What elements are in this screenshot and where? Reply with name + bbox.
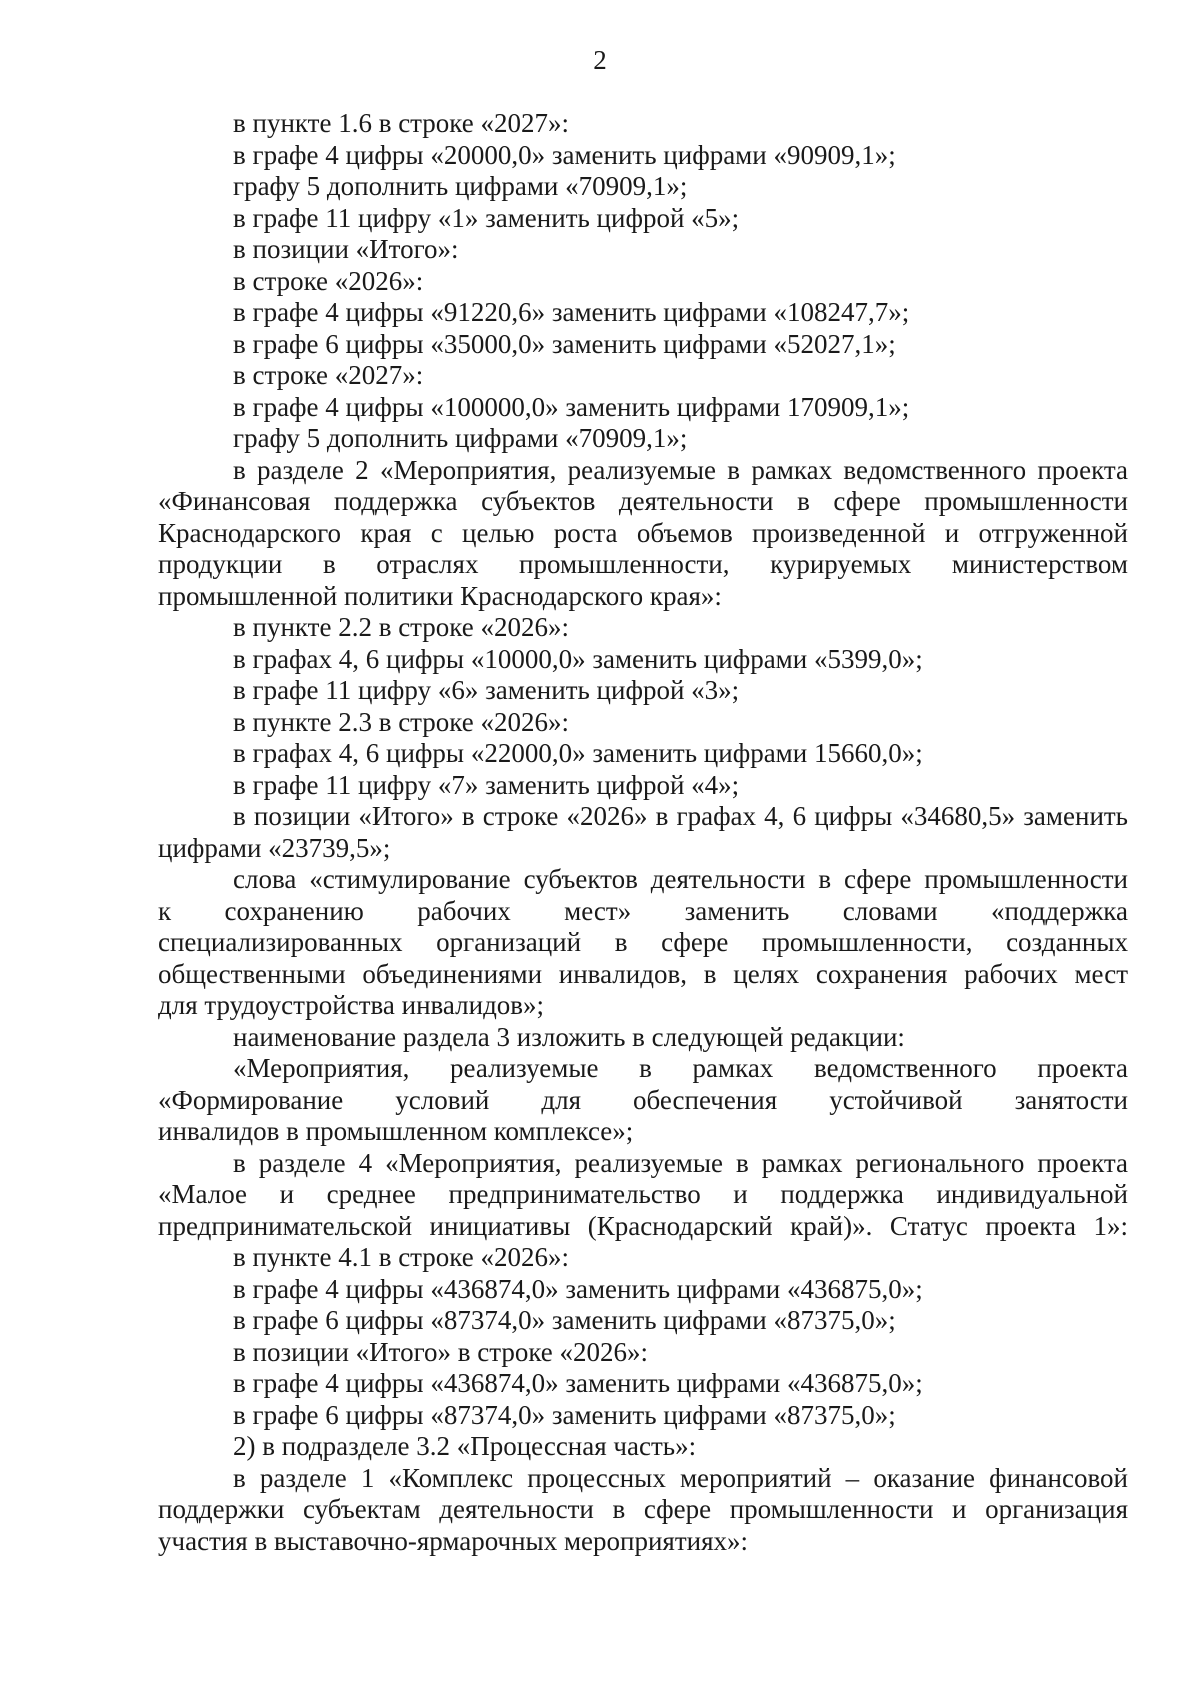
text-line: графу 5 дополнить цифрами «70909,1»;	[233, 171, 688, 201]
text-line: 2) в подразделе 3.2 «Процессная часть»:	[233, 1431, 697, 1461]
text-line: графу 5 дополнить цифрами «70909,1»;	[233, 423, 688, 453]
text-line: в графах 4, 6 цифры «10000,0» заменить цифрами «5399,0»;	[233, 643, 923, 674]
text-line: в графе 4 цифры «436874,0» заменить цифрами «436875,0»;	[233, 1368, 923, 1398]
text-line: в строке «2026»:	[233, 265, 424, 296]
text-line: в графе 6 цифры «87374,0» заменить цифрами «87375,0»;	[233, 1305, 896, 1335]
text-line: в графе 11 цифру «1» заменить цифрой «5»;	[233, 202, 740, 233]
text-line: в графе 6 цифры «35000,0» заменить цифрами «52027,1»;	[233, 328, 896, 359]
text-line: в позиции «Итого» в строке «2026»:	[233, 1336, 649, 1367]
text-line: в строке «2027»:	[233, 360, 424, 390]
text-line: «Малое и среднее предпринимательство и поддержка индивидуальной	[158, 1179, 1128, 1209]
text-line: продукции в отраслях промышленности, курируемых министерством	[158, 549, 1128, 579]
text-line: в графе 6 цифры «87374,0» заменить цифрами «87375,0»;	[233, 1399, 896, 1430]
text-line: в графах 4, 6 цифры «22000,0» заменить цифрами 15660,0»;	[233, 738, 923, 768]
text-line: в пункте 2.3 в строке «2026»:	[233, 706, 569, 737]
text-line: в графе 11 цифру «7» заменить цифрой «4»;	[233, 769, 740, 800]
text-line: в графе 4 цифры «100000,0» заменить цифрами 170909,1»;	[233, 391, 910, 422]
text-line: в позиции «Итого»:	[233, 234, 459, 264]
page-number: 2	[593, 45, 607, 75]
text-line: в пункте 1.6 в строке «2027»:	[233, 108, 569, 138]
text-line: «Формирование условий для обеспечения устойчивой занятости	[158, 1084, 1128, 1115]
text-line: слова «стимулирование субъектов деятельности в сфере промышленности	[233, 864, 1128, 894]
text-line: в графе 4 цифры «20000,0» заменить цифрами «90909,1»;	[233, 139, 896, 170]
text-line: к сохранению рабочих мест» заменить словами «поддержка	[158, 895, 1128, 926]
text-line: специализированных организаций в сфере промышленности, созданных	[158, 927, 1128, 957]
text-line: в пункте 2.2 в строке «2026»:	[233, 612, 569, 642]
text-line: наименование раздела 3 изложить в следующей редакции:	[233, 1021, 905, 1052]
text-line: предпринимательской инициативы (Краснодарский край)». Статус проекта 1»:	[158, 1210, 1128, 1241]
text-line: «Финансовая поддержка субъектов деятельности в сфере промышленности	[158, 486, 1128, 516]
text-line: в графе 11 цифру «6» заменить цифрой «3»;	[233, 675, 740, 705]
text-line: в позиции «Итого» в строке «2026» в графах 4, 6 цифры «34680,5» заменить	[233, 801, 1128, 831]
text-line: промышленной политики Краснодарского края»:	[158, 580, 722, 611]
text-line: в графе 4 цифры «436874,0» заменить цифрами «436875,0»;	[233, 1273, 923, 1304]
text-line: цифрами «23739,5»;	[158, 832, 391, 863]
text-line: участия в выставочно-ярмарочных мероприятиях»:	[158, 1525, 749, 1556]
text-line: в разделе 2 «Мероприятия, реализуемые в рамках ведомственного проекта	[233, 454, 1128, 485]
text-line: «Мероприятия, реализуемые в рамках ведомственного проекта	[233, 1053, 1128, 1083]
text-line: в пункте 4.1 в строке «2026»:	[233, 1242, 569, 1272]
text-line: в разделе 1 «Комплекс процессных мероприятий – оказание финансовой	[233, 1462, 1128, 1493]
text-line: для трудоустройства инвалидов»;	[158, 990, 545, 1020]
text-line: Краснодарского края с целью роста объемов произведенной и отгруженной	[158, 517, 1128, 548]
text-line: в разделе 4 «Мероприятия, реализуемые в рамках регионального проекта	[233, 1147, 1128, 1178]
document-body	[158, 108, 1128, 1557]
text-line: поддержки субъектам деятельности в сфере промышленности и организация	[158, 1494, 1128, 1524]
text-line: в графе 4 цифры «91220,6» заменить цифрами «108247,7»;	[233, 297, 910, 327]
text-line: инвалидов в промышленном комплексе»;	[158, 1116, 634, 1146]
text-line: общественными объединениями инвалидов, в целях сохранения рабочих мест	[158, 958, 1128, 989]
